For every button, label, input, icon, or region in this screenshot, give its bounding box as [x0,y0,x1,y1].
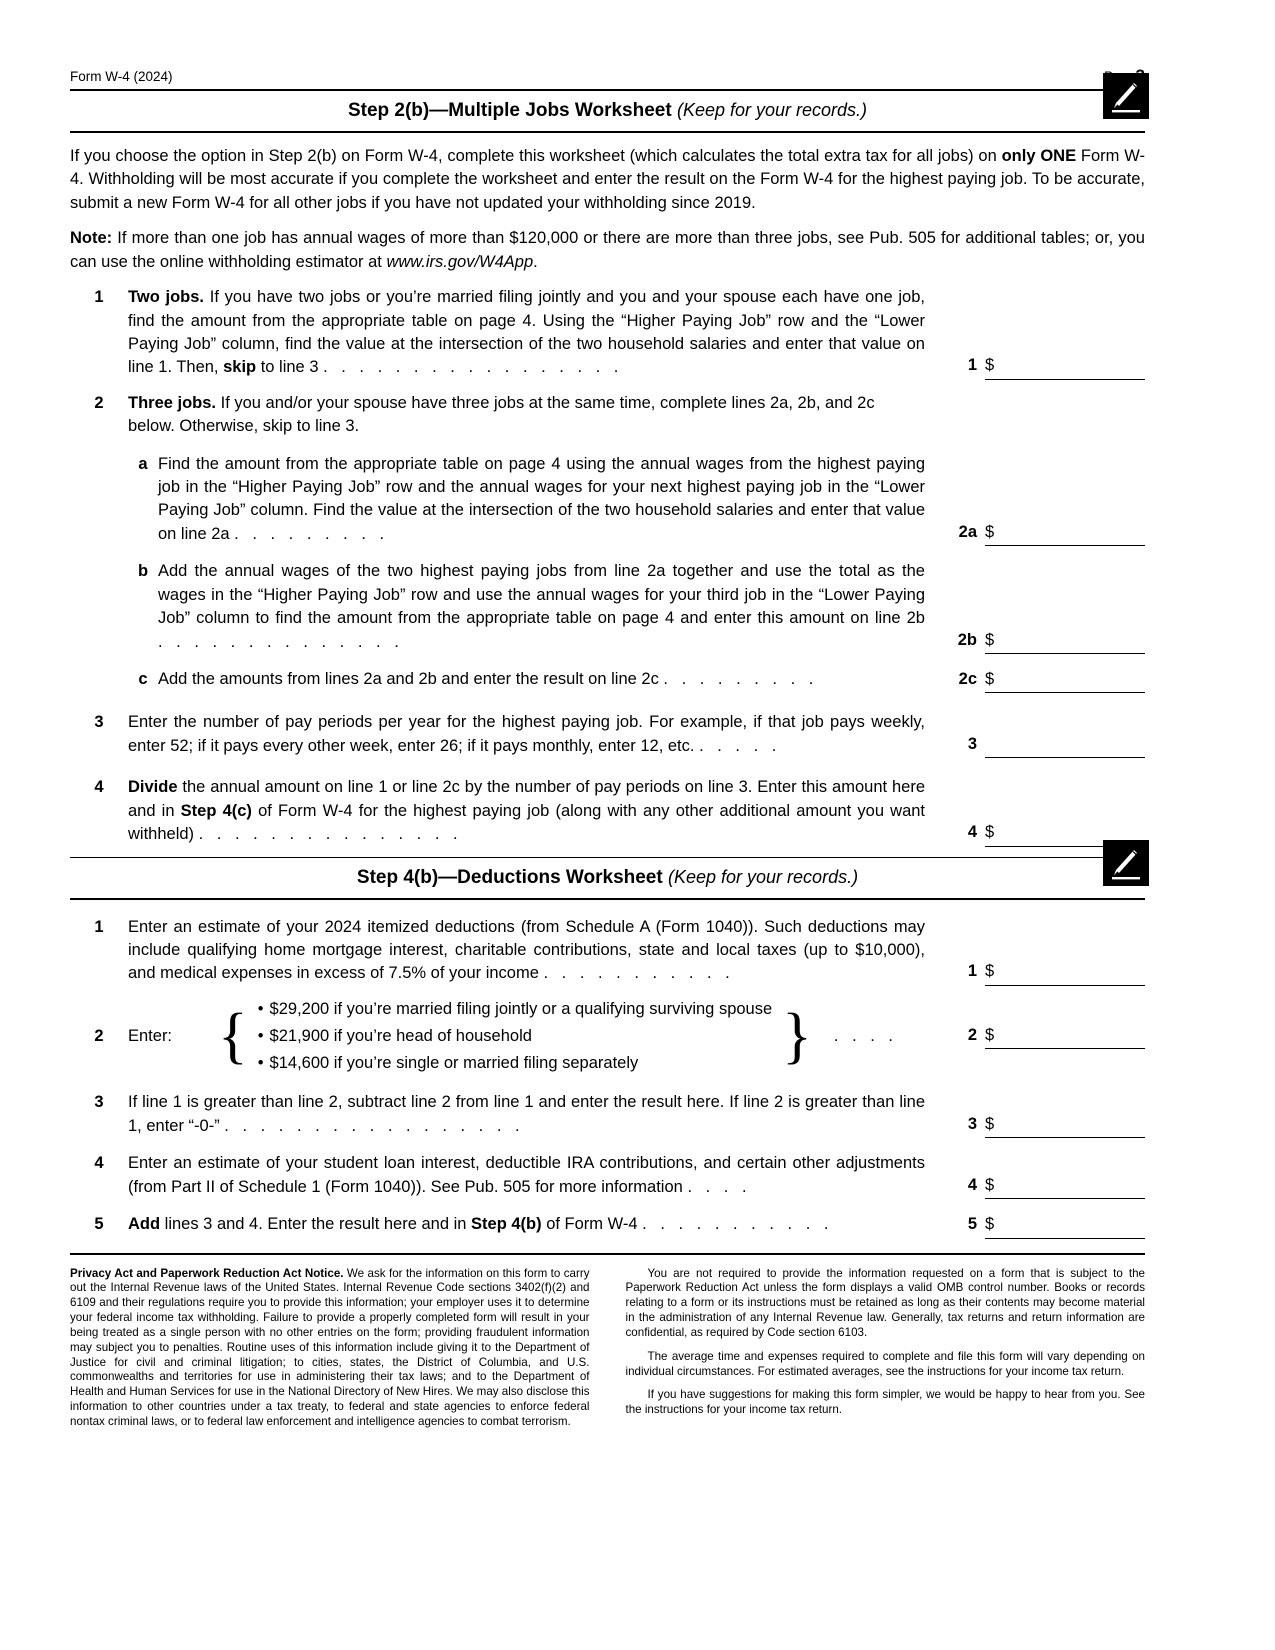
dollar-sign: $ [985,630,995,649]
leader-dots: . . . . . [699,736,781,755]
note-paragraph [70,227,1145,274]
line-ref: 2b [957,630,977,649]
line-body: Add the amounts from lines 2a and 2b and enter the result on line 2c [158,670,659,689]
line-ref: 4 [967,1175,977,1194]
dollar-sign: $ [985,1025,995,1044]
dollar-sign: $ [985,522,995,541]
deductions-line-5 [70,1213,1145,1238]
amount-field-3[interactable] [985,756,1145,758]
note-end: . [533,252,538,271]
line-body: Find the amount from the appropriate table on page 4 using the annual wages from the highest paying job in the “Higher Paying Job” row and the annual wages for your next highest paying job in the “Lower Paying Job” column. Find the value at the intersection of the two household salaries and enter that value on line 2a [158,454,925,543]
deductions-line-3 [70,1091,1145,1138]
page-header [70,66,1145,89]
deductions-line-2 [70,996,1145,1078]
notice-paragraph [70,1267,590,1430]
deduction-amount-field-5[interactable] [985,1213,1145,1238]
worksheet-line-2 [70,392,1145,439]
line-number: 3 [94,713,104,732]
privacy-act-notice [70,1267,1145,1439]
worksheet-line-2b [70,560,1145,654]
line-ref: 1 [967,356,977,375]
line-text [128,711,935,758]
amount-field-1[interactable] [985,354,1145,379]
worksheet-line-4 [70,776,1145,846]
section-1-title: Step 2(b)—Multiple Jobs Worksheet [347,100,672,121]
deductions-line-1 [70,916,1145,986]
leader-dots: . . . . . . . . . . . . . . [158,632,404,651]
line-ref: 5 [967,1215,977,1234]
leader-dots: . . . . . . . . . [234,524,389,543]
option-item: • $21,900 if you’re head of household [257,1027,532,1046]
section-1-subtitle: (Keep for your records.) [676,100,868,120]
line-text [128,1152,935,1199]
footer-rule [70,1253,1145,1255]
line-body: Enter an estimate of your student loan interest, deductible IRA contributions, and certain other adjustments (from Part II of Schedule 1 (Form 1040)). See Pub. 505 for more information [128,1154,925,1196]
worksheet-line-1 [70,286,1145,380]
dollar-sign: $ [985,356,995,375]
section-2-subtitle: (Keep for your records.) [668,866,859,887]
line-text [158,668,935,691]
brace-left: { [218,1001,248,1070]
option-item: • $29,200 if you’re married filing jointly or a qualifying surviving spouse [257,999,773,1018]
line-body: Enter the number of pay periods per year for the highest paying job. For example, if that job pays weekly, enter 52; if it pays every other week, enter 26; if it pays monthly, enter 12, etc. [128,713,925,755]
deduction-amount-field-3[interactable] [985,1113,1145,1138]
filing-status-options [248,996,782,1078]
enter-label: Enter: [128,1026,173,1045]
dollar-sign: $ [985,1215,995,1234]
amount-spacer [985,414,1145,438]
section-2-title: Step 4(b)—Deductions Worksheet [356,866,663,888]
notice-paragraph: The average time and expenses required to complete and file this form will vary depending on individual circumstances. For estimated averages, see the instructions for your income tax return. [625,1349,1145,1378]
sub-letter: a [138,454,148,473]
deduction-amount-field-2[interactable] [985,1024,1145,1049]
notice-left-column [70,1267,590,1439]
line-number: 4 [94,1154,104,1173]
dollar-sign: $ [985,1114,995,1133]
line-number: 5 [94,1215,104,1234]
line-ref: 3 [967,734,977,753]
notice-right-column [626,1267,1146,1439]
line-number: 1 [94,288,104,307]
note-text: If more than one job has annual wages of more than $120,000 or there are more than three jobs, see Pub. 505 for additional tables; or, you can use the online withholding estimator at [70,229,1145,271]
line-ref [935,437,977,439]
notice-paragraph: You are not required to provide the information requested on a form that is subject to the Paperwork Reduction Act unless the form displays a valid OMB control number. Books or records relating to a form or its instructions must be retained as long as their contents may become material in the administration of any Internal Revenue law. Generally, tax returns and return information are confidential, as required by Code section 6103. [625,1266,1145,1339]
form-name-label: Form W-4 (2024) [70,69,173,84]
line-number: 2 [94,1026,104,1045]
deduction-amount-field-1[interactable] [985,960,1145,985]
dollar-sign: $ [985,1175,995,1194]
leader-dots: . . . . . . . . . . . . . . . . . [323,358,623,377]
brace-right: } [782,1001,812,1070]
section-1-intro [70,133,1145,274]
section-2-banner [70,858,1145,898]
line-body: Add the annual wages of the two highest paying jobs from line 2a together and use the total as the wages in the “Higher Paying Job” row and use the annual wages for your third job in the “Lower Paying Job” column to find the amount from the appropriate table on page 4 and enter this amount on line 2b [158,562,925,628]
w4app-link[interactable]: www.irs.gov/W4App [386,252,534,271]
line-number: 1 [94,917,104,936]
line-ref: 2 [967,1025,977,1044]
line-text [128,996,935,1078]
worksheet-line-2c [70,668,1145,693]
notice-title: Privacy Act and Paperwork Reduction Act Notice. [70,1266,344,1280]
line-text: Divide the annual amount on line 1 or line 2c by the number of pay periods on line 3. Enter this amount here and in Step 4(c) of Form W-4 for the highest paying job (along with any other additional amount you want withheld) . . . . . . . . . . . . . . . [128,778,926,844]
leader-dots: . . . . . . . . . . . . . . . [198,825,463,844]
line-ref: 3 [967,1114,977,1133]
line-ref: 1 [967,962,977,981]
leader-dots: . . . . [687,1177,752,1196]
line-body: If line 1 is greater than line 2, subtract line 2 from line 1 and enter the result here. If line 2 is greater than line 1, enter “-0-” [128,1093,925,1135]
leader-dots: . . . . . . . . . [663,670,818,689]
pen-icon [1103,840,1149,886]
section-1-banner [70,91,1145,131]
worksheet-line-3 [70,711,1145,758]
line-text [128,392,935,439]
line-number: 4 [94,778,104,797]
notice-body: We ask for the information on this form to carry out the Internal Revenue laws of the United States. Internal Revenue Code sections 3402(f)(2) and 6109 and their regulations require you to provide this information; your employer uses it to determine your federal income tax withholding. Failure to provide a properly completed form will result in your being treated as a single person with no other entries on the form; providing fraudulent information may subject you to penalties. Routine uses of this information include giving it to the Department of Justice for civil and criminal litigation; to cities, states, the District of Columbia, and U.S. commonwealths and territories for use in administering their tax laws; and to the Department of Health and Human Services for use in the National Directory of New Hires. We may also disclose this information to other countries under a tax treaty, to federal and state agencies to enforce federal nontax criminal laws, or to federal law enforcement and intelligence agencies to combat terrorism. [70,1266,590,1428]
amount-field-2a[interactable] [985,521,1145,546]
deduction-amount-field-4[interactable] [985,1174,1145,1199]
sub-letter: c [138,670,148,689]
dollar-sign: $ [985,670,995,689]
line-ref: 2a [958,522,977,541]
line-text [158,560,935,654]
amount-field-2b[interactable] [985,629,1145,654]
pen-icon [1103,73,1149,119]
form-page [70,66,1145,1439]
line-text [128,916,935,986]
deductions-line-4 [70,1152,1145,1199]
line-number: 2 [94,393,104,412]
line-number: 3 [94,1093,104,1112]
line-body: Enter an estimate of your 2024 itemized deductions (from Schedule A (Form 1040)). Such deductions may include qualifying home mortgage interest, charitable contributions, state and local taxes (up to $10,000), and medical expenses in excess of 7.5% of your income [128,917,925,983]
line-text: Add lines 3 and 4. Enter the result here and in Step 4(b) of Form W-4 . . . . . . . . . . . [128,1215,833,1234]
sub-letter: b [137,562,149,581]
leader-dots: . . . . . . . . . . . [642,1215,833,1234]
notice-paragraph: If you have suggestions for making this form simpler, we would be happy to hear from you. See the instructions for your income tax return. [625,1388,1145,1417]
line-lead: Three jobs. [128,393,217,412]
line-text: Two jobs. If you have two jobs or you’re married filing jointly and you and your spouse each have one job, find the amount from the appropriate table on page 4. Using the “Higher Paying Job” row and the “Lower Paying Job” column, find the value at the intersection of the two household salaries and enter that value on line 1. Then, skip to line 3 . . . . . . . . . . . . . . . . . [128,288,925,377]
worksheet-line-2a [70,453,1145,547]
leader-dots: . . . . . . . . . . . . . . . . . [224,1116,525,1135]
amount-field-2c[interactable] [985,668,1145,693]
note-label: Note: [70,229,113,248]
dollar-sign: $ [985,962,995,981]
line-ref: 2c [958,670,977,689]
option-item: • $14,600 if you’re single or married filing separately [257,1054,639,1073]
line-text [158,453,935,547]
section-2-rule [70,898,1145,900]
leader-dots: . . . . [833,1026,898,1045]
line-ref: 4 [967,823,977,842]
line-text [128,1091,935,1138]
dollar-sign: $ [985,823,995,842]
intro-paragraph: If you choose the option in Step 2(b) on Form W-4, complete this worksheet (which calculates the total extra tax for all jobs) on only ONE Form W-4. Withholding will be most accurate if you complete the worksheet and enter the result on the Form W-4 for the highest paying job. To be accurate, submit a new Form W-4 for all other jobs if you have not updated your withholding since 2019. [70,147,1145,212]
line-body: If you and/or your spouse have three jobs at the same time, complete lines 2a, 2b, and 2c below. Otherwise, skip to line 3. [128,393,875,436]
leader-dots: . . . . . . . . . . . [543,964,735,983]
